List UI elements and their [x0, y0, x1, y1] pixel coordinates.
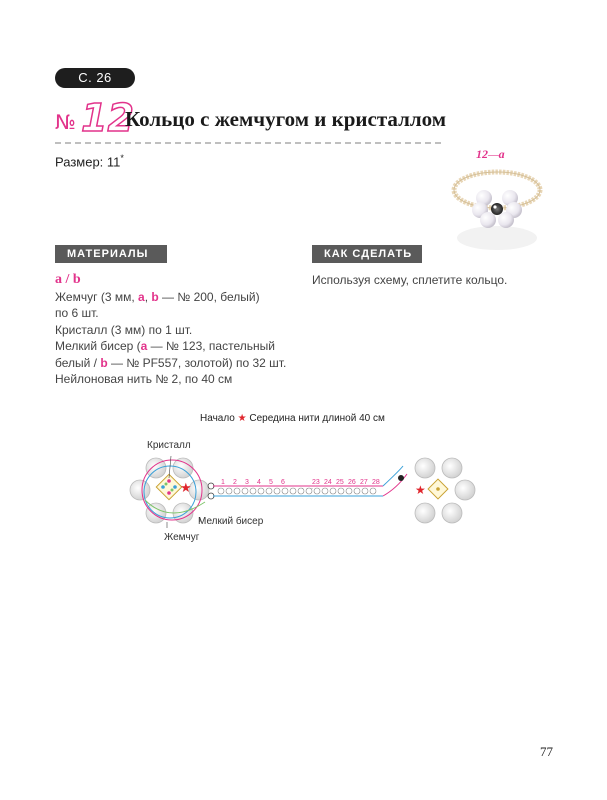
pearl-variant-b: b: [151, 289, 159, 304]
page-title: Кольцо с жемчугом и кристаллом: [125, 107, 447, 131]
materials-line-seed-b: [55, 355, 295, 372]
right-pearl-cluster: [383, 458, 475, 523]
svg-text:· · ·: · · ·: [301, 484, 314, 493]
ring-photo: [440, 158, 560, 258]
legend-text: Середина нити длиной 40 см: [249, 413, 385, 424]
label-seed-bead: Мелкий бисер: [198, 516, 264, 527]
materials-variants: a / b: [55, 272, 81, 287]
page-number: 77: [540, 744, 553, 759]
number-sign: №: [55, 110, 76, 134]
materials-line-crystal: Кристалл (3 мм) по 1 шт.: [55, 322, 193, 337]
size-label: Размер: 11: [55, 154, 121, 170]
left-pearl-cluster: [130, 458, 214, 523]
howto-text: Используя схему, сплетите кольцо.: [312, 273, 508, 287]
materials-list: [55, 272, 295, 388]
seq-num: 4: [257, 479, 261, 486]
seq-num: 2: [233, 479, 237, 486]
seed-text-b-start: белый /: [55, 355, 101, 370]
seq-num: 1: [221, 479, 225, 486]
seq-num: 6: [281, 479, 285, 486]
seq-num: 25: [336, 479, 344, 486]
photo-label-num: 12: [476, 147, 488, 161]
materials-line-thread: Нейлоновая нить № 2, по 40 см: [55, 372, 233, 386]
pearl-text-start: Жемчуг (3 мм,: [55, 289, 138, 304]
materials-line-pearl-qty: по 6 шт.: [55, 306, 99, 320]
svg-text:★: ★: [415, 483, 426, 497]
materials-line-seed: [55, 338, 295, 355]
pearl-text-end: — № 200, белый): [158, 289, 260, 304]
star-icon: ★: [237, 413, 247, 424]
title-underline: [55, 140, 445, 146]
pearl-sep: ,: [144, 289, 152, 304]
photo-label-variant: a: [498, 147, 505, 161]
photo-label-dash: —: [488, 147, 499, 161]
seq-num: 23: [312, 479, 320, 486]
seed-text-a: — № 123, пастельный: [147, 339, 275, 353]
seed-text-b: — № PF557, золотой) по 32 шт.: [107, 355, 287, 370]
materials-line-pearl: [55, 289, 295, 306]
seed-variant-a: a: [140, 339, 148, 353]
legend-start: Начало: [200, 413, 235, 424]
label-crystal: Кристалл: [147, 440, 191, 451]
seq-num: 27: [360, 479, 368, 486]
seq-num: 5: [269, 479, 273, 486]
bead-sequence: [213, 484, 383, 496]
project-title: [55, 98, 455, 144]
pearl-variant-a: a: [138, 289, 145, 304]
seed-variant-b: b: [100, 355, 108, 370]
page-reference-badge: С. 26: [55, 68, 135, 88]
diagram-legend: [200, 413, 385, 424]
project-number: 12: [81, 96, 134, 140]
seq-num: 3: [245, 479, 249, 486]
seed-text-start: Мелкий бисер (: [55, 339, 141, 353]
svg-text:★: ★: [180, 480, 192, 495]
seq-num: 24: [324, 479, 332, 486]
ring-size: [55, 153, 124, 169]
label-pearl: Жемчуг: [164, 532, 200, 543]
size-mark: *: [120, 153, 124, 163]
materials-heading: МАТЕРИАЛЫ: [55, 245, 167, 263]
howto-heading: КАК СДЕЛАТЬ: [312, 245, 422, 263]
seq-num: 28: [372, 479, 380, 486]
seq-num: 26: [348, 479, 356, 486]
